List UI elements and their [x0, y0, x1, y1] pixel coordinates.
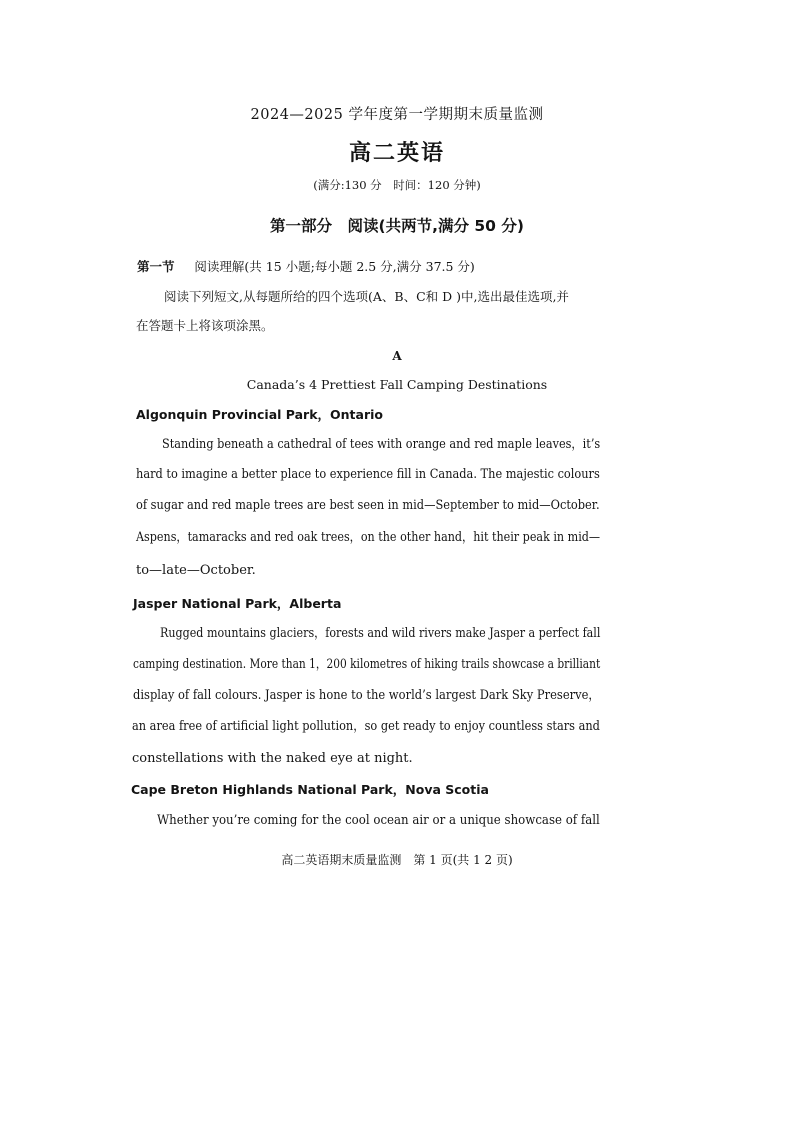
part-title: 第一部分 阅读(共两节,满分 50 分): [270, 217, 524, 235]
paragraph-line: to—late—October.: [136, 563, 256, 578]
paragraph-line: Aspens，tamaracks and red oak trees，on the other hand，hit their peak in mid—: [136, 530, 601, 545]
paragraph-line: of sugar and red maple trees are best seen in mid—September to mid—October.: [136, 498, 600, 513]
subject-title: 高二英语: [348, 141, 445, 166]
paragraph-line: display of fall colours. Jasper is hone to the world’s largest Dark Sky Preserve，: [133, 688, 600, 703]
park-heading-cape-breton: Cape Breton Highlands National Park，Nova Scotia: [131, 782, 489, 797]
park-heading-algonquin: Algonquin Provincial Park，Ontario: [136, 407, 383, 422]
instructions-line-1: 阅读下列短文,从每题所给的四个选项(A、B、C和 D )中,选出最佳选项,并: [164, 289, 569, 304]
passage-letter: A: [392, 349, 402, 363]
page-footer: 高二英语期末质量监测 第 1 页(共 1 2 页): [281, 853, 513, 867]
paragraph-line: Rugged mountains glaciers，forests and wild rivers make Jasper a perfect fall: [160, 626, 601, 641]
section-header: [137, 258, 475, 276]
paragraph-line: constellations with the naked eye at night.: [132, 751, 413, 766]
exam-title: 2024—2025 学年度第一学期期末质量监测: [250, 107, 544, 123]
exam-info: (满分:130 分 时间：120 分钟): [313, 178, 481, 192]
paragraph-line: an area free of artificial light pollution，so get ready to enjoy countless stars and: [132, 719, 600, 734]
paragraph-line: hard to imagine a better place to experience fill in Canada. The majestic colours: [136, 467, 600, 482]
passage-title: Canada’s 4 Prettiest Fall Camping Destinations: [246, 377, 548, 392]
paragraph-line: Whether you’re coming for the cool ocean air or a unique showcase of fall: [157, 813, 600, 828]
park-heading-jasper: Jasper National Park，Alberta: [133, 596, 342, 611]
paragraph-line: Standing beneath a cathedral of tees with orange and red maple leaves，it’s: [162, 437, 601, 452]
paragraph-line: camping destination. More than 1，200 kilometres of hiking trails showcase a brilliant: [133, 657, 601, 672]
section-title: 阅读理解(共 15 小题;每小题 2.5 分,满分 37.5 分): [194, 259, 475, 274]
instructions-line-2: 在答题卡上将该项涂黑。: [136, 318, 274, 333]
section-label: 第一节: [137, 259, 175, 274]
